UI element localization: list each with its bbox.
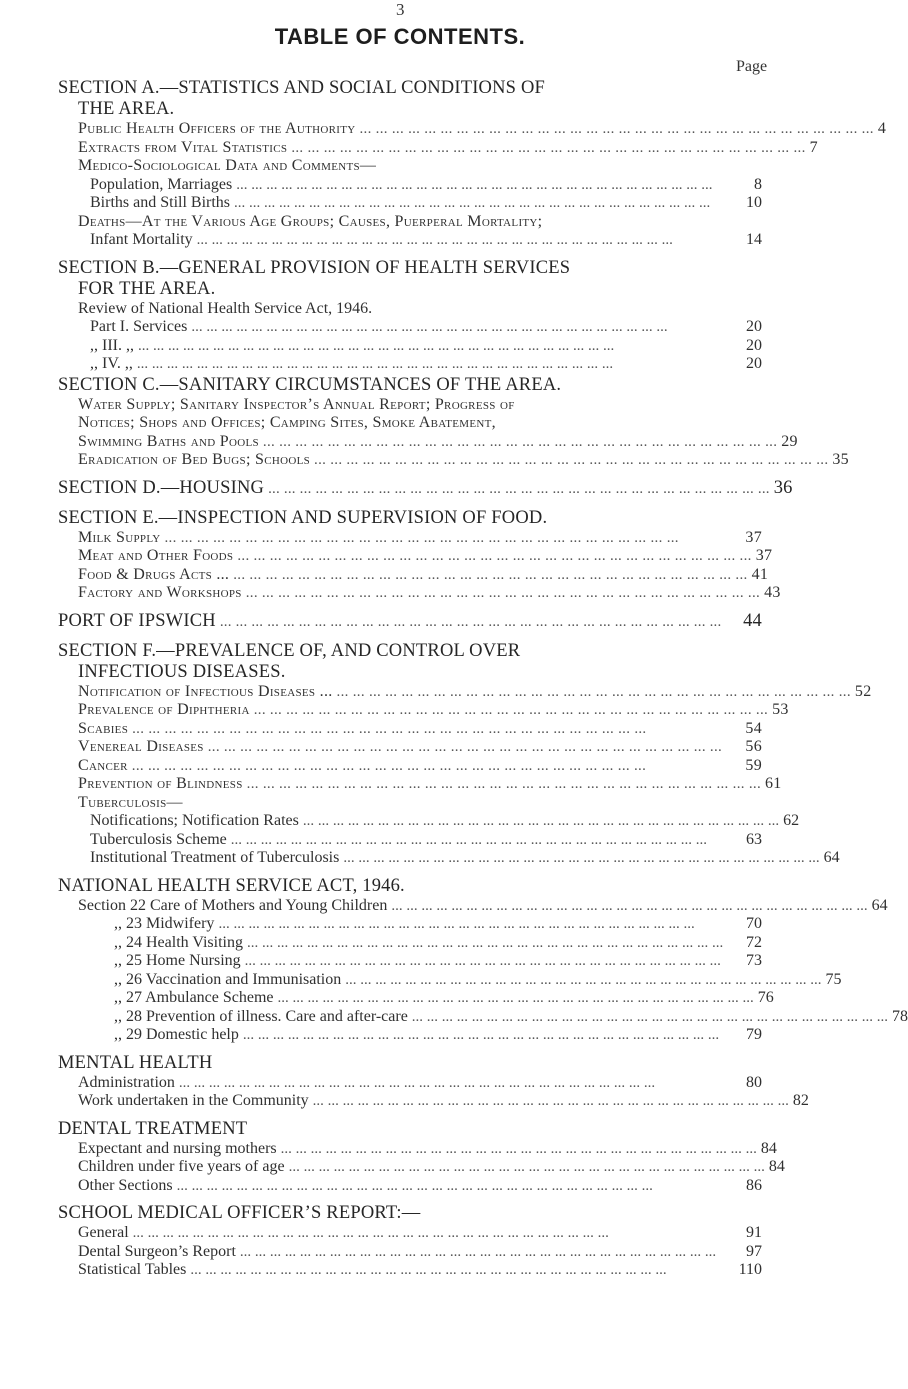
section-d-heading[interactable]: SECTION D.—HOUSING ... ... ... ... ... ... ... ... ... ... ... ... ... ... ... ... ... ... ... ... ... ... ... ... ... ... ... ... ... ... ... ... 36 bbox=[58, 477, 793, 498]
toc-entry-line: Deaths—At the Various Age Groups; Causes, Puerperal Mortality; bbox=[78, 212, 543, 230]
toc-entry[interactable]: Public Health Officers of the Authority ... ... ... ... ... ... ... ... ... ... ... ... ... ... ... ... ... ... ... ... ... ... ... ... ... ... ... ... ... ... ... ... 4 bbox=[78, 120, 887, 137]
toc-entry[interactable]: Births and Still Births ... ... ... ... ... ... ... ... ... ... ... ... ... ... ... ... ... ... ... ... ... ... ... ... ... ... ... ... ... ... ... ... 10 bbox=[90, 194, 762, 211]
toc-entry[interactable]: Institutional Treatment of Tuberculosis ... ... ... ... ... ... ... ... ... ... ... ... ... ... ... ... ... ... ... ... ... ... ... ... ... ... ... ... ... ... ... ... 64 bbox=[90, 849, 840, 866]
section-f-heading: SECTION F.—PREVALENCE OF, AND CONTROL OVER INFECTIOUS DISEASES. bbox=[58, 640, 521, 682]
toc-entry[interactable]: Prevalence of Diphtheria ... ... ... ... ... ... ... ... ... ... ... ... ... ... ... ... ... ... ... ... ... ... ... ... ... ... ... ... ... ... ... ... 53 bbox=[78, 701, 789, 718]
toc-entry[interactable]: ,, III. ,, ... ... ... ... ... ... ... ... ... ... ... ... ... ... ... ... ... ... ... ... ... ... ... ... ... ... ... ... ... ... ... ... 20 bbox=[90, 336, 762, 354]
dental-treatment-heading: DENTAL TREATMENT bbox=[58, 1118, 248, 1139]
school-report-heading: SCHOOL MEDICAL OFFICER’S REPORT:— bbox=[58, 1203, 421, 1223]
toc-entry[interactable]: Venereal Diseases ... ... ... ... ... ... ... ... ... ... ... ... ... ... ... ... ... ... ... ... ... ... ... ... ... ... ... ... ... ... ... ... 56 bbox=[78, 738, 762, 755]
toc-entry[interactable]: Milk Supply ... ... ... ... ... ... ... ... ... ... ... ... ... ... ... ... ... ... ... ... ... ... ... ... ... ... ... ... ... ... ... ... 37 bbox=[78, 528, 762, 546]
toc-entry[interactable]: Cancer ... ... ... ... ... ... ... ... ... ... ... ... ... ... ... ... ... ... ... ... ... ... ... ... ... ... ... ... ... ... ... ... 59 bbox=[78, 756, 762, 774]
toc-entry[interactable]: Factory and Workshops ... ... ... ... ... ... ... ... ... ... ... ... ... ... ... ... ... ... ... ... ... ... ... ... ... ... ... ... ... ... ... ... 43 bbox=[78, 584, 781, 601]
toc-entry[interactable]: ,, 27 Ambulance Scheme ... ... ... ... ... ... ... ... ... ... ... ... ... ... ... ... ... ... ... ... ... ... ... ... ... ... ... ... ... ... ... ... 76 bbox=[114, 989, 774, 1006]
mental-health-heading: MENTAL HEALTH bbox=[58, 1052, 213, 1073]
toc-entry[interactable]: Section 22 Care of Mothers and Young Children ... ... ... ... ... ... ... ... ... ... ... ... ... ... ... ... ... ... ... ... ... ... ... ... ... ... ... ... ... ... ... ... 64 bbox=[78, 896, 888, 914]
toc-subheading: Medico-Sociological Data and Comments— bbox=[78, 157, 377, 174]
toc-entry[interactable]: Swimming Baths and Pools ... ... ... ... ... ... ... ... ... ... ... ... ... ... ... ... ... ... ... ... ... ... ... ... ... ... ... ... ... ... ... ... 29 bbox=[78, 432, 798, 450]
toc-entry[interactable]: Notification of Infectious Diseases ... ... ... ... ... ... ... ... ... ... ... ... ... ... ... ... ... ... ... ... ... ... ... ... ... ... ... ... ... ... ... ... ... 52 bbox=[78, 682, 872, 700]
toc-entry[interactable]: Part I. Services ... ... ... ... ... ... ... ... ... ... ... ... ... ... ... ... ... ... ... ... ... ... ... ... ... ... ... ... ... ... ... ... 20 bbox=[90, 318, 762, 335]
port-heading[interactable]: PORT OF IPSWICH ... ... ... ... ... ... ... ... ... ... ... ... ... ... ... ... ... ... ... ... ... ... ... ... ... ... ... ... ... ... ... ... 44 bbox=[58, 610, 762, 631]
toc-entry[interactable]: Other Sections ... ... ... ... ... ... ... ... ... ... ... ... ... ... ... ... ... ... ... ... ... ... ... ... ... ... ... ... ... ... ... ... 86 bbox=[78, 1176, 762, 1194]
toc-entry[interactable]: ,, 26 Vaccination and Immunisation ... ... ... ... ... ... ... ... ... ... ... ... ... ... ... ... ... ... ... ... ... ... ... ... ... ... ... ... ... ... ... ... 75 bbox=[114, 970, 842, 988]
page-number: 3 bbox=[396, 0, 405, 19]
section-c-heading: SECTION C.—SANITARY CIRCUMSTANCES OF THE AREA. bbox=[58, 374, 562, 395]
toc-entry[interactable]: Dental Surgeon’s Report ... ... ... ... ... ... ... ... ... ... ... ... ... ... ... ... ... ... ... ... ... ... ... ... ... ... ... ... ... ... ... ... 97 bbox=[78, 1242, 762, 1260]
toc-entry-line: Notices; Shops and Offices; Camping Sites, Smoke Abatement, bbox=[78, 414, 496, 431]
toc-subheading: Tuberculosis— bbox=[78, 793, 183, 811]
toc-entry[interactable]: Prevention of Blindness ... ... ... ... ... ... ... ... ... ... ... ... ... ... ... ... ... ... ... ... ... ... ... ... ... ... ... ... ... ... ... ... 61 bbox=[78, 775, 782, 792]
toc-entry[interactable]: Expectant and nursing mothers ... ... ... ... ... ... ... ... ... ... ... ... ... ... ... ... ... ... ... ... ... ... ... ... ... ... ... ... ... ... ... ... 84 bbox=[78, 1139, 777, 1157]
page-title: TABLE OF CONTENTS. bbox=[274, 24, 526, 49]
toc-entry[interactable]: Infant Mortality ... ... ... ... ... ... ... ... ... ... ... ... ... ... ... ... ... ... ... ... ... ... ... ... ... ... ... ... ... ... ... ... 14 bbox=[90, 231, 762, 248]
section-e-heading: SECTION E.—INSPECTION AND SUPERVISION OF FOOD. bbox=[58, 507, 548, 528]
toc-entry[interactable]: Notifications; Notification Rates ... ... ... ... ... ... ... ... ... ... ... ... ... ... ... ... ... ... ... ... ... ... ... ... ... ... ... ... ... ... ... ... 62 bbox=[90, 812, 800, 829]
toc-entry[interactable]: Tuberculosis Scheme ... ... ... ... ... ... ... ... ... ... ... ... ... ... ... ... ... ... ... ... ... ... ... ... ... ... ... ... ... ... ... ... 63 bbox=[90, 830, 762, 848]
toc-entry[interactable]: ,, 28 Prevention of illness. Care and after-care ... ... ... ... ... ... ... ... ... ... ... ... ... ... ... ... ... ... ... ... ... ... ... ... ... ... ... ... ... ... ... ... 78 bbox=[114, 1007, 908, 1025]
toc-entry[interactable]: ,, 29 Domestic help ... ... ... ... ... ... ... ... ... ... ... ... ... ... ... ... ... ... ... ... ... ... ... ... ... ... ... ... ... ... ... ... 79 bbox=[114, 1026, 762, 1043]
toc-entry[interactable]: Extracts from Vital Statistics ... ... ... ... ... ... ... ... ... ... ... ... ... ... ... ... ... ... ... ... ... ... ... ... ... ... ... ... ... ... ... ... 7 bbox=[78, 138, 818, 156]
section-a-heading: SECTION A.—STATISTICS AND SOCIAL CONDITIONS OF THE AREA. bbox=[58, 78, 546, 119]
toc-entry[interactable]: ,, IV. ,, ... ... ... ... ... ... ... ... ... ... ... ... ... ... ... ... ... ... ... ... ... ... ... ... ... ... ... ... ... ... ... ... 20 bbox=[90, 355, 762, 372]
toc-entry[interactable]: Statistical Tables ... ... ... ... ... ... ... ... ... ... ... ... ... ... ... ... ... ... ... ... ... ... ... ... ... ... ... ... ... ... ... ... 110 bbox=[78, 1261, 762, 1278]
toc-subheading: Review of National Health Service Act, 1946. bbox=[78, 299, 373, 317]
toc-entry[interactable]: Administration ... ... ... ... ... ... ... ... ... ... ... ... ... ... ... ... ... ... ... ... ... ... ... ... ... ... ... ... ... ... ... ... 80 bbox=[78, 1073, 762, 1091]
toc-entry-line: Water Supply; Sanitary Inspector’s Annual Report; Progress of bbox=[78, 395, 515, 413]
toc-entry[interactable]: Work undertaken in the Community ... ... ... ... ... ... ... ... ... ... ... ... ... ... ... ... ... ... ... ... ... ... ... ... ... ... ... ... ... ... ... ... 82 bbox=[78, 1092, 809, 1109]
toc-entry[interactable]: ,, 24 Health Visiting ... ... ... ... ... ... ... ... ... ... ... ... ... ... ... ... ... ... ... ... ... ... ... ... ... ... ... ... ... ... ... ... 72 bbox=[114, 933, 762, 951]
section-b-heading: SECTION B.—GENERAL PROVISION OF HEALTH SERVICES FOR THE AREA. bbox=[58, 257, 571, 299]
toc-entry[interactable]: Scabies ... ... ... ... ... ... ... ... ... ... ... ... ... ... ... ... ... ... ... ... ... ... ... ... ... ... ... ... ... ... ... ... 54 bbox=[78, 719, 762, 737]
table-of-contents bbox=[58, 72, 908, 1280]
page-column-label: Page bbox=[736, 58, 768, 75]
toc-entry[interactable]: General ... ... ... ... ... ... ... ... ... ... ... ... ... ... ... ... ... ... ... ... ... ... ... ... ... ... ... ... ... ... ... ... 91 bbox=[78, 1224, 762, 1241]
toc-entry[interactable]: Meat and Other Foods ... ... ... ... ... ... ... ... ... ... ... ... ... ... ... ... ... ... ... ... ... ... ... ... ... ... ... ... ... ... ... ... 37 bbox=[78, 547, 773, 564]
toc-entry[interactable]: ,, 23 Midwifery ... ... ... ... ... ... ... ... ... ... ... ... ... ... ... ... ... ... ... ... ... ... ... ... ... ... ... ... ... ... ... ... 70 bbox=[114, 915, 762, 932]
toc-entry[interactable]: Eradication of Bed Bugs; Schools ... ... ... ... ... ... ... ... ... ... ... ... ... ... ... ... ... ... ... ... ... ... ... ... ... ... ... ... ... ... ... ... 35 bbox=[78, 451, 849, 468]
toc-entry[interactable]: Food & Drugs Acts ... ... ... ... ... ... ... ... ... ... ... ... ... ... ... ... ... ... ... ... ... ... ... ... ... ... ... ... ... ... ... ... ... 41 bbox=[78, 565, 769, 583]
toc-entry[interactable]: ,, 25 Home Nursing ... ... ... ... ... ... ... ... ... ... ... ... ... ... ... ... ... ... ... ... ... ... ... ... ... ... ... ... ... ... ... ... 73 bbox=[114, 952, 762, 969]
toc-entry[interactable]: Population, Marriages ... ... ... ... ... ... ... ... ... ... ... ... ... ... ... ... ... ... ... ... ... ... ... ... ... ... ... ... ... ... ... ... 8 bbox=[90, 175, 762, 193]
toc-entry[interactable]: Children under five years of age ... ... ... ... ... ... ... ... ... ... ... ... ... ... ... ... ... ... ... ... ... ... ... ... ... ... ... ... ... ... ... ... 84 bbox=[78, 1158, 785, 1175]
nhs-act-heading: NATIONAL HEALTH SERVICE ACT, 1946. bbox=[58, 875, 405, 896]
